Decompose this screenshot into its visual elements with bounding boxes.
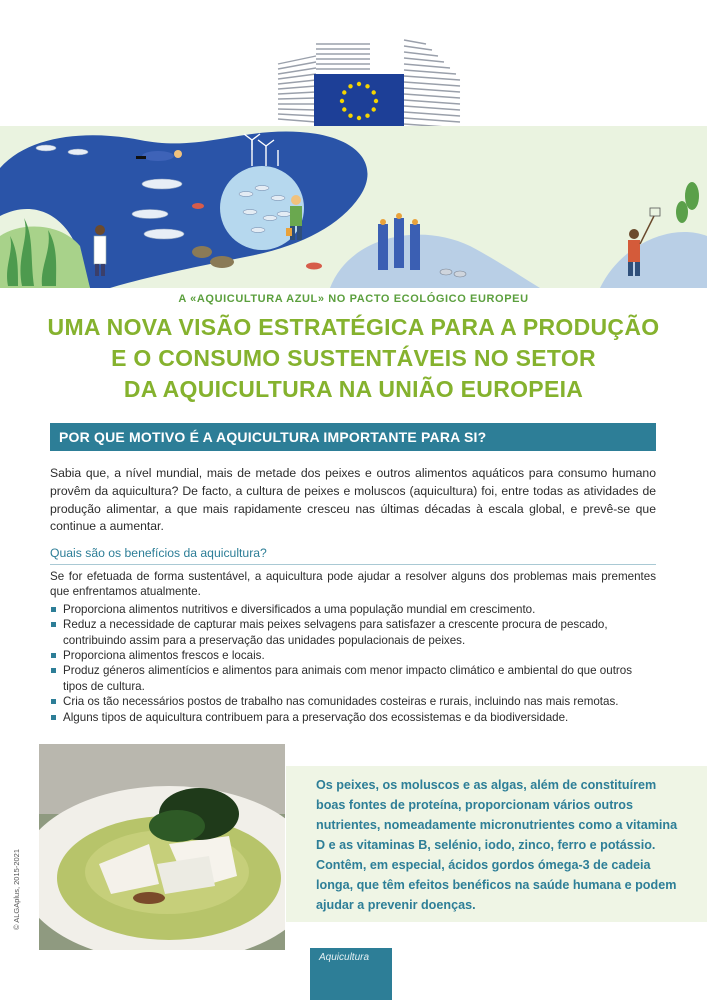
benefits-lead: Se for efetuada de forma sustentável, a aquicultura pode ajudar a resolver alguns dos problemas mais prementes que enfrentamos atualmente. bbox=[50, 570, 656, 599]
nutrition-callout-text: Os peixes, os moluscos e as algas, além de constituírem boas fontes de proteína, proporcionam vários outros nutrientes, nomeadamente micronutrientes como a vitamina D e as vitaminas B, selénio, iodo, zinco, ferro e potássio. Contêm, em especial, ácidos gordos ómega-3 de cadeia longa, que têm efeitos benéficos na saúde humana e podem ajudar a prevenir doenças. bbox=[316, 778, 678, 912]
section-heading-bar: POR QUE MOTIVO É A AQUICULTURA IMPORTANTE PARA SI? bbox=[50, 423, 656, 451]
benefits-heading: Quais são os benefícios da aquicultura? bbox=[50, 546, 656, 565]
footer-tab-label: Aquicultura bbox=[319, 952, 370, 963]
benefits-section bbox=[50, 569, 656, 725]
list-item: Reduz a necessidade de capturar mais peixes selvagens para satisfazer a crescente procura de pescado, contribuindo assim para a preservação das unidades populacionais de peixes. bbox=[50, 617, 656, 648]
benefits-list bbox=[50, 602, 656, 725]
title-line-3: DA AQUICULTURA NA UNIÃO EUROPEIA bbox=[123, 376, 584, 402]
list-item: Proporciona alimentos frescos e locais. bbox=[50, 648, 656, 663]
mussel-ropes-icon bbox=[378, 213, 420, 270]
list-item: Cria os tão necessários postos de trabalho nas comunidades costeiras e rurais, incluindo nas mais remotas. bbox=[50, 694, 656, 709]
document-title bbox=[0, 312, 707, 405]
photo-credit: © ALGAplus, 2015-2021 bbox=[12, 849, 21, 930]
title-line-2: E O CONSUMO SUSTENTÁVEIS NO SETOR bbox=[111, 345, 596, 371]
aquaculture-illustration bbox=[0, 126, 707, 288]
fish-dish-photo bbox=[39, 744, 285, 950]
intro-paragraph: Sabia que, a nível mundial, mais de metade dos peixes e outros alimentos aquáticos para consumo humano provêm da aquicultura? De facto, a cultura de peixes e moluscos (aquicultura) foi, entre todas as atividades de produção alimentar, a que mais rapidamente cresceu nas últimas décadas à escala global, e prevê-se que continue a aumentar. bbox=[50, 466, 656, 534]
title-line-1: UMA NOVA VISÃO ESTRATÉGICA PARA A PRODUÇÃO bbox=[47, 314, 660, 340]
list-item: Produz géneros alimentícios e alimentos para animais com menor impacto climático e ambiental do que outros tipos de cultura. bbox=[50, 663, 656, 694]
document-kicker: A «AQUICULTURA AZUL» NO PACTO ECOLÓGICO EUROPEU bbox=[178, 293, 529, 305]
footer-tab bbox=[310, 948, 392, 1000]
list-item: Proporciona alimentos nutritivos e diversificados a uma população mundial em crescimento. bbox=[50, 602, 656, 617]
list-item: Alguns tipos de aquicultura contribuem para a preservação dos ecossistemas e da biodiversidade. bbox=[50, 710, 656, 725]
